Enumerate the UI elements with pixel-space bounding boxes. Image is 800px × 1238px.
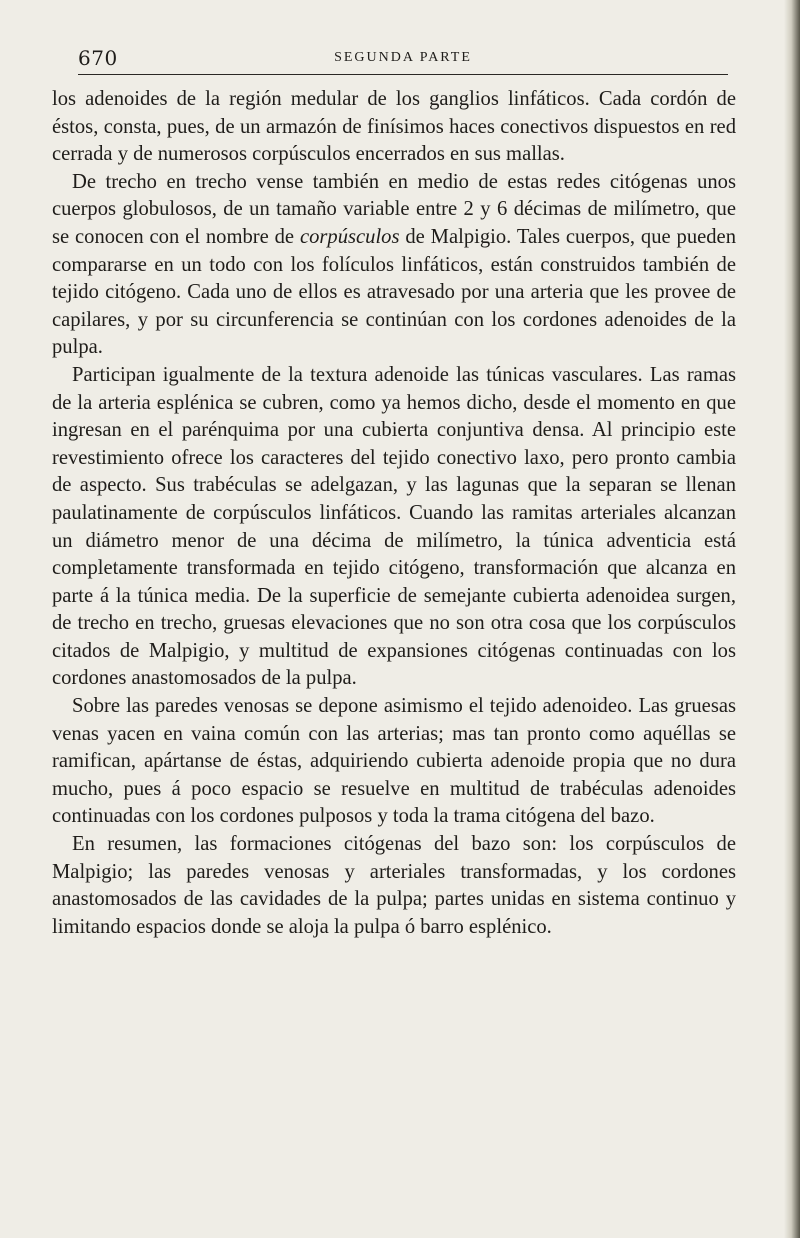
page-edge-shadow xyxy=(784,0,800,1238)
body-text xyxy=(52,86,736,941)
section-title: SEGUNDA PARTE xyxy=(334,50,472,65)
paragraph-1: los adenoides de la región medular de los ganglios linfáticos. Cada cordón de éstos, consta, pues, de un armazón de finísimos haces conectivos dispuestos en red cerrada y de numerosos corpúsculos encerrados en sus mallas. xyxy=(52,88,736,166)
header-rule xyxy=(78,74,728,75)
paragraph-2 xyxy=(52,169,736,362)
paragraph-2-text-a: De trecho en trecho vense también en medio de estas redes citógenas unos cuerpos globulosos, de un tamaño variable entre 2 y 6 décimas de milímetro, que se conocen con el nombre de xyxy=(52,170,736,248)
paragraph-4: Sobre las paredes venosas se depone asimismo el tejido adenoideo. Las gruesas venas yacen en vaina común con las arterias; mas tan pronto como aquéllas se ramifican, apártanse de éstas, adquiriendo cubierta adenoide propia que no dura mucho, pues á poco espacio se resuelve en multitud de trabéculas adenoides continuadas con los cordones pulposos y toda la trama citógena del bazo. xyxy=(52,695,736,828)
paragraph-5: En resumen, las formaciones citógenas del bazo son: los corpúsculos de Malpigio; las paredes venosas y arteriales transformadas, y los cordones anastomosados de las cavidades de la pulpa; partes unidas en sistema continuo y limitando espacios donde se aloja la pulpa ó barro esplénico. xyxy=(52,833,736,938)
paragraph-2-text-b: de Malpigio. Tales cuerpos, que pueden compararse en un todo con los folículos linfáticos, están construidos también de tejido citógeno. Cada uno de ellos es atravesado por una arteria que les provee de capilares, y por su circunferencia se continúan con los cordones adenoides de la pulpa. xyxy=(52,225,736,359)
paragraph-2-italic-term: corpúsculos xyxy=(299,225,400,248)
running-head xyxy=(78,46,728,74)
page-number: 670 xyxy=(78,46,118,70)
paragraph-3: Participan igualmente de la textura adenoide las túnicas vasculares. Las ramas de la arteria esplénica se cubren, como ya hemos dicho, desde el momento en que ingresan en el parénquima por una cubierta conjuntiva densa. Al principio este revestimiento ofrece los caracteres del tejido conectivo laxo, pero pronto cambia de aspecto. Sus trabéculas se adelgazan, y las lagunas que la separan se llenan paulatinamente de corpúsculos linfáticos. Cuando las ramitas arteriales alcanzan un diámetro menor de una décima de milímetro, la túnica adventicia está completamente transformada en tejido citógeno, transformación que alcanza en parte á la túnica media. De la superficie de semejante cubierta adenoidea surgen, de trecho en trecho, gruesas elevaciones que no son otra cosa que los corpúsculos citados de Malpigio, y multitud de expansiones citógenas continuadas con los cordones anastomosados de la pulpa. xyxy=(52,363,736,690)
